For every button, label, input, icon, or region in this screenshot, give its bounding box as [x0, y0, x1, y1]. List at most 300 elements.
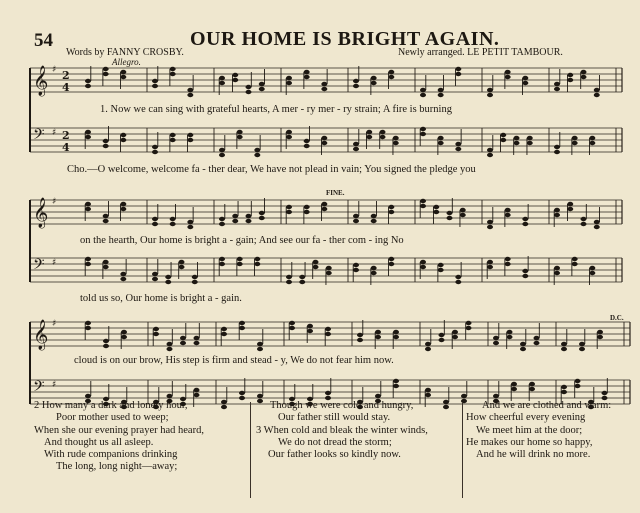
- note-head: [219, 217, 225, 221]
- note-head: [447, 216, 453, 220]
- note-head: [103, 344, 109, 348]
- note-head: [522, 217, 528, 221]
- note-head: [192, 275, 198, 279]
- note-head: [103, 219, 109, 223]
- note-head: [597, 330, 603, 334]
- note-head: [420, 132, 426, 136]
- note-head: [527, 136, 533, 140]
- note-head: [167, 342, 173, 346]
- note-head: [594, 220, 600, 224]
- sharp-icon: ♯: [52, 258, 57, 268]
- note-head: [152, 272, 158, 276]
- note-head: [180, 341, 186, 345]
- note-head: [353, 214, 359, 218]
- note-head: [554, 145, 560, 149]
- note-head: [575, 384, 581, 388]
- note-head: [246, 90, 252, 94]
- note-head: [579, 347, 585, 351]
- note-head: [487, 220, 493, 224]
- note-head: [567, 78, 573, 82]
- note-head: [393, 141, 399, 145]
- note-head: [561, 342, 567, 346]
- note-head: [103, 139, 109, 143]
- note-head: [326, 271, 332, 275]
- note-head: [194, 341, 200, 345]
- dc-mark: D.C.: [610, 314, 624, 322]
- note-head: [103, 144, 109, 148]
- note-head: [487, 153, 493, 157]
- treble-clef-icon: 𝄞: [33, 66, 49, 96]
- note-head: [254, 153, 260, 157]
- note-head: [487, 93, 493, 97]
- note-head: [326, 266, 332, 270]
- note-head: [170, 72, 176, 76]
- note-head: [375, 335, 381, 339]
- note-head: [455, 142, 461, 146]
- note-head: [487, 225, 493, 229]
- note-head: [447, 211, 453, 215]
- note-head: [366, 130, 372, 134]
- note-head: [307, 324, 313, 328]
- page-number: 54: [34, 30, 53, 51]
- note-head: [493, 341, 499, 345]
- verse-column-1: 2 How many a dark and lonely hour, Poor mother used to weep; When she our evening prayer had heard, And thought us all asleep. With rude companions drinking The long, long night—away;: [34, 400, 204, 473]
- note-head: [313, 265, 319, 269]
- note-head: [120, 272, 126, 276]
- note-head: [85, 202, 91, 206]
- note-head: [170, 138, 176, 142]
- note-head: [232, 73, 238, 77]
- note-head: [589, 266, 595, 270]
- note-head: [286, 130, 292, 134]
- note-head: [103, 214, 109, 218]
- note-head: [487, 88, 493, 92]
- note-head: [254, 148, 260, 152]
- note-head: [520, 342, 526, 346]
- note-head: [567, 73, 573, 77]
- note-head: [85, 84, 91, 88]
- note-head: [194, 336, 200, 340]
- note-head: [514, 141, 520, 145]
- note-head: [120, 75, 126, 79]
- note-head: [388, 205, 394, 209]
- note-head: [455, 72, 461, 76]
- treble-clef-icon: 𝄞: [33, 198, 49, 228]
- note-head: [357, 333, 363, 337]
- verse-column-3: And we are clothed and warm: How cheerful every evening We meet him at the door; He makes our home so happy, And he will drink no more.: [466, 400, 612, 461]
- note-head: [152, 217, 158, 221]
- note-head: [120, 70, 126, 74]
- note-head: [85, 326, 91, 330]
- note-head: [254, 262, 260, 266]
- sharp-icon: ♯: [52, 197, 57, 207]
- note-head: [420, 204, 426, 208]
- words-credit: Words by FANNY CROSBY.: [66, 47, 184, 58]
- note-head: [85, 135, 91, 139]
- note-head: [321, 87, 327, 91]
- note-head: [246, 85, 252, 89]
- note-head: [187, 138, 193, 142]
- note-head: [388, 210, 394, 214]
- note-head: [103, 260, 109, 264]
- note-head: [286, 275, 292, 279]
- note-head: [259, 82, 265, 86]
- note-head: [594, 93, 600, 97]
- note-head: [152, 84, 158, 88]
- note-head: [353, 142, 359, 146]
- note-head: [187, 133, 193, 137]
- note-head: [286, 135, 292, 139]
- note-head: [304, 205, 310, 209]
- note-head: [425, 347, 431, 351]
- note-head: [433, 210, 439, 214]
- note-head: [232, 78, 238, 82]
- note-head: [466, 326, 472, 330]
- system3-lyric-verse: cloud is on our brow, His step is firm and stead - y, We do not fear him now.: [74, 355, 394, 366]
- note-head: [505, 70, 511, 74]
- note-head: [192, 280, 198, 284]
- note-head: [500, 133, 506, 137]
- note-head: [237, 135, 243, 139]
- note-head: [152, 222, 158, 226]
- note-head: [589, 141, 595, 145]
- note-head: [511, 387, 517, 391]
- note-head: [500, 138, 506, 142]
- note-head: [259, 87, 265, 91]
- note-head: [103, 265, 109, 269]
- note-head: [425, 393, 431, 397]
- note-head: [179, 260, 185, 264]
- note-head: [120, 133, 126, 137]
- note-head: [597, 335, 603, 339]
- note-head: [167, 347, 173, 351]
- note-head: [237, 262, 243, 266]
- note-head: [554, 87, 560, 91]
- note-head: [120, 207, 126, 211]
- note-head: [371, 271, 377, 275]
- verse-divider-1: [250, 402, 251, 498]
- note-head: [505, 213, 511, 217]
- sharp-icon: ♯: [52, 380, 57, 390]
- note-head: [152, 277, 158, 281]
- note-head: [520, 347, 526, 351]
- note-head: [380, 130, 386, 134]
- note-head: [219, 76, 225, 80]
- note-head: [170, 222, 176, 226]
- note-head: [85, 257, 91, 261]
- note-head: [321, 82, 327, 86]
- note-head: [371, 219, 377, 223]
- note-head: [507, 330, 513, 334]
- note-head: [554, 82, 560, 86]
- system2-lyric-verse: on the hearth, Our home is bright a - gain; And see our fa - ther com - ing No: [80, 235, 404, 246]
- note-head: [393, 379, 399, 383]
- note-head: [304, 144, 310, 148]
- note-head: [529, 387, 535, 391]
- time-sig-bottom: 4: [62, 141, 70, 154]
- note-head: [289, 326, 295, 330]
- note-head: [371, 76, 377, 80]
- note-head: [187, 220, 193, 224]
- note-head: [438, 141, 444, 145]
- note-head: [420, 199, 426, 203]
- note-head: [594, 88, 600, 92]
- note-head: [286, 210, 292, 214]
- note-head: [259, 211, 265, 215]
- note-head: [286, 280, 292, 284]
- note-head: [165, 280, 171, 284]
- fine-mark: FINE.: [326, 189, 345, 197]
- note-head: [522, 76, 528, 80]
- note-head: [286, 205, 292, 209]
- note-head: [561, 347, 567, 351]
- sharp-icon: ♯: [52, 65, 57, 75]
- note-head: [443, 405, 449, 409]
- note-head: [579, 342, 585, 346]
- note-head: [304, 75, 310, 79]
- note-head: [239, 326, 245, 330]
- note-head: [461, 394, 467, 398]
- note-head: [353, 268, 359, 272]
- note-head: [380, 135, 386, 139]
- note-head: [120, 202, 126, 206]
- note-head: [420, 265, 426, 269]
- note-head: [425, 342, 431, 346]
- note-head: [85, 207, 91, 211]
- note-head: [522, 222, 528, 226]
- note-head: [289, 321, 295, 325]
- note-head: [581, 222, 587, 226]
- note-head: [375, 394, 381, 398]
- note-head: [438, 136, 444, 140]
- note-head: [325, 327, 331, 331]
- note-head: [286, 81, 292, 85]
- note-head: [239, 391, 245, 395]
- note-head: [375, 330, 381, 334]
- note-head: [371, 266, 377, 270]
- note-head: [522, 274, 528, 278]
- note-head: [561, 390, 567, 394]
- note-head: [433, 205, 439, 209]
- note-head: [438, 88, 444, 92]
- note-head: [420, 127, 426, 131]
- note-head: [522, 81, 528, 85]
- note-head: [572, 136, 578, 140]
- note-head: [170, 67, 176, 71]
- note-head: [439, 338, 445, 342]
- sharp-icon: ♯: [52, 319, 57, 329]
- note-head: [325, 332, 331, 336]
- note-head: [420, 260, 426, 264]
- note-head: [455, 275, 461, 279]
- note-head: [353, 219, 359, 223]
- note-head: [152, 145, 158, 149]
- note-head: [237, 257, 243, 261]
- note-head: [194, 388, 200, 392]
- note-head: [366, 135, 372, 139]
- note-head: [180, 336, 186, 340]
- note-head: [237, 130, 243, 134]
- note-head: [219, 257, 225, 261]
- song-title: OUR HOME IS BRIGHT AGAIN.: [190, 28, 500, 50]
- verse-divider-2: [462, 402, 463, 498]
- note-head: [420, 88, 426, 92]
- note-head: [514, 136, 520, 140]
- note-head: [353, 84, 359, 88]
- note-head: [487, 265, 493, 269]
- note-head: [221, 332, 227, 336]
- note-head: [153, 332, 159, 336]
- note-head: [254, 257, 260, 261]
- note-head: [286, 76, 292, 80]
- note-head: [522, 269, 528, 273]
- note-head: [527, 141, 533, 145]
- note-head: [321, 202, 327, 206]
- note-head: [85, 79, 91, 83]
- tempo-marking: Allegro.: [112, 57, 141, 67]
- note-head: [487, 148, 493, 152]
- note-head: [554, 271, 560, 275]
- note-head: [153, 327, 159, 331]
- note-head: [299, 275, 305, 279]
- note-head: [219, 222, 225, 226]
- note-head: [439, 333, 445, 337]
- note-head: [85, 321, 91, 325]
- note-head: [505, 208, 511, 212]
- sharp-icon: ♯: [52, 128, 57, 138]
- note-head: [103, 72, 109, 76]
- note-head: [452, 335, 458, 339]
- note-head: [219, 262, 225, 266]
- note-head: [304, 210, 310, 214]
- note-head: [572, 262, 578, 266]
- note-head: [194, 393, 200, 397]
- verse-column-2: Though we were cold and hungry, Our father still would stay. 3 When cold and bleak the winter winds, We do not dread the storm; Our father looks so kindly now.: [256, 400, 428, 461]
- note-head: [239, 321, 245, 325]
- bass-clef-icon: 𝄢: [33, 378, 45, 399]
- note-head: [85, 262, 91, 266]
- note-head: [393, 335, 399, 339]
- time-sig-bottom: 4: [62, 81, 70, 94]
- note-head: [371, 214, 377, 218]
- note-head: [187, 88, 193, 92]
- note-head: [187, 225, 193, 229]
- note-head: [534, 341, 540, 345]
- treble-clef-icon: 𝄞: [33, 320, 49, 350]
- note-head: [393, 136, 399, 140]
- note-head: [505, 262, 511, 266]
- note-head: [353, 79, 359, 83]
- note-head: [554, 150, 560, 154]
- note-head: [259, 216, 265, 220]
- note-head: [103, 67, 109, 71]
- note-head: [219, 148, 225, 152]
- note-head: [505, 75, 511, 79]
- note-head: [581, 217, 587, 221]
- note-head: [511, 382, 517, 386]
- bass-clef-icon: 𝄢: [33, 256, 45, 277]
- note-head: [567, 202, 573, 206]
- note-head: [232, 214, 238, 218]
- note-head: [120, 138, 126, 142]
- note-head: [534, 336, 540, 340]
- note-head: [239, 396, 245, 400]
- note-head: [455, 67, 461, 71]
- note-head: [493, 394, 499, 398]
- bass-clef-icon: 𝄢: [33, 126, 45, 147]
- note-head: [589, 271, 595, 275]
- note-head: [103, 339, 109, 343]
- note-head: [121, 335, 127, 339]
- note-head: [455, 280, 461, 284]
- note-head: [575, 379, 581, 383]
- note-head: [219, 81, 225, 85]
- note-head: [257, 394, 263, 398]
- note-head: [388, 257, 394, 261]
- note-head: [393, 330, 399, 334]
- note-head: [170, 217, 176, 221]
- system1-lyric-chorus: Cho.—O welcome, welcome fa - ther dear, We have not plead in vain; You signed the pledge you: [67, 164, 476, 175]
- note-head: [221, 400, 227, 404]
- note-head: [307, 329, 313, 333]
- note-head: [438, 263, 444, 267]
- note-head: [232, 219, 238, 223]
- note-head: [357, 338, 363, 342]
- note-head: [487, 260, 493, 264]
- note-head: [505, 257, 511, 261]
- note-head: [425, 388, 431, 392]
- note-head: [388, 75, 394, 79]
- note-head: [321, 207, 327, 211]
- note-head: [581, 70, 587, 74]
- note-head: [393, 384, 399, 388]
- note-head: [420, 93, 426, 97]
- note-head: [165, 275, 171, 279]
- note-head: [567, 207, 573, 211]
- note-head: [219, 153, 225, 157]
- note-head: [321, 141, 327, 145]
- note-head: [507, 335, 513, 339]
- note-head: [152, 150, 158, 154]
- note-head: [572, 141, 578, 145]
- note-head: [554, 213, 560, 217]
- time-sig-top: 2: [62, 129, 70, 142]
- note-head: [246, 214, 252, 218]
- note-head: [325, 391, 331, 395]
- note-head: [257, 347, 263, 351]
- note-head: [85, 394, 91, 398]
- note-head: [460, 213, 466, 217]
- note-head: [221, 405, 227, 409]
- note-head: [85, 130, 91, 134]
- note-head: [179, 265, 185, 269]
- note-head: [313, 260, 319, 264]
- note-head: [304, 70, 310, 74]
- note-head: [299, 280, 305, 284]
- note-head: [388, 262, 394, 266]
- note-head: [187, 93, 193, 97]
- note-head: [167, 394, 173, 398]
- note-head: [321, 136, 327, 140]
- note-head: [452, 330, 458, 334]
- note-head: [438, 268, 444, 272]
- system2-lyric-chorus: told us so, Our home is bright a - gain.: [80, 293, 242, 304]
- note-head: [438, 93, 444, 97]
- note-head: [257, 342, 263, 346]
- note-head: [443, 400, 449, 404]
- note-head: [554, 208, 560, 212]
- note-head: [594, 225, 600, 229]
